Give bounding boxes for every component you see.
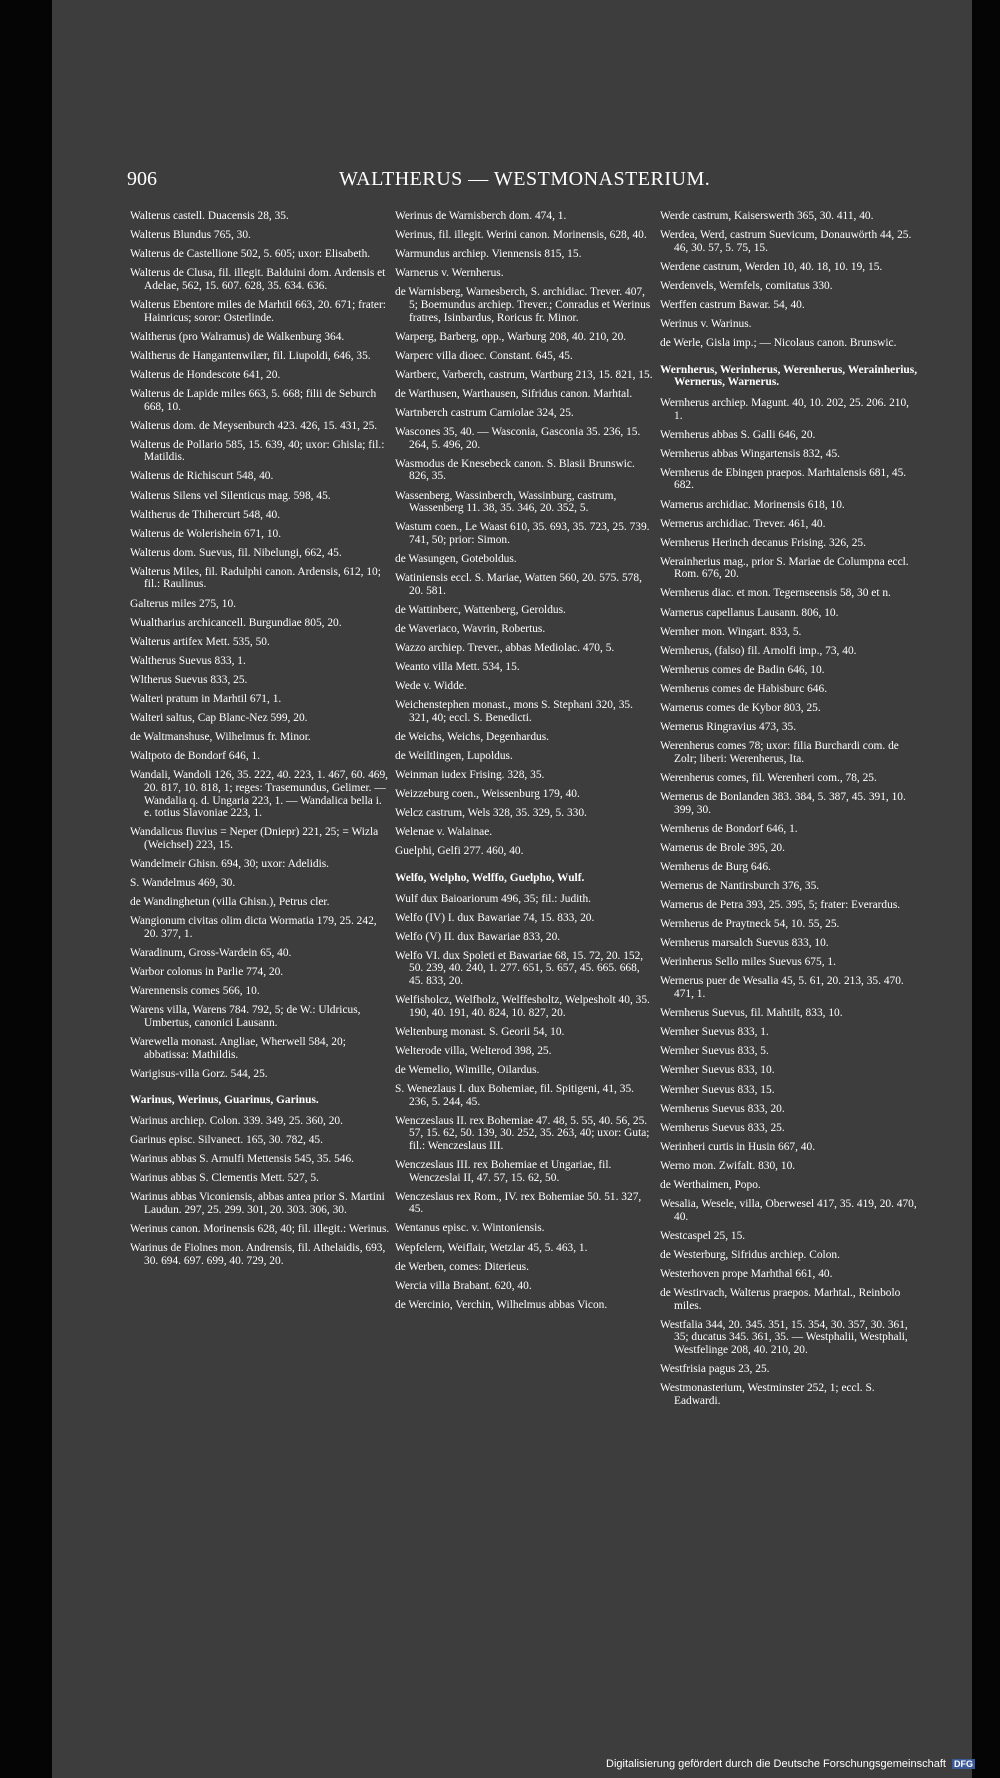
index-entry: de Werben, comes: Diterieus. [395,1260,529,1273]
index-entry: Walteri saltus, Cap Blanc-Nez 599, 20. [130,712,308,725]
index-entry: Weltenburg monast. S. Georii 54, 10. [395,1025,565,1038]
index-entry: Westfalia 344, 20. 345. 351, 15. 354, 30. 357, 30. 361, 35; ducatus 345. 361, 35. — Westphalii, Westphali, Westfelinge 208, 40. 210, 20. [660,1318,908,1356]
index-entry: Warnerus comes de Kybor 803, 25. [660,702,821,715]
running-title: WALTHERUS — WESTMONASTERIUM. [339,168,711,190]
index-entry: Werinherus Sello miles Suevus 675, 1. [660,956,836,969]
index-entry: de Wandinghetun (villa Ghisn.), Petrus cler. [130,896,330,909]
index-entry: Welfisholcz, Welfholz, Welffesholtz, Welpesholt 40, 35. 190, 40. 191, 40. 824, 10. 827, 20. [395,994,650,1019]
index-entry: Wernherus de Ebingen praepos. Marhtalensis 681, 45. 682. [660,466,907,492]
index-entry: Wernher Suevus 833, 10. [660,1064,775,1077]
index-entry: Walterus artifex Mett. 535, 50. [130,635,270,648]
index-entry: Wentanus episc. v. Wintoniensis. [395,1222,545,1235]
index-entry: Werffen castrum Bawar. 54, 40. [660,298,805,311]
index-entry: de Werle, Gisla imp.; — Nicolaus canon. Brunswic. [660,337,897,350]
index-entry: Walterus de Wolerishein 671, 10. [130,527,282,540]
index-entry: Wernherus Herinch decanus Frising. 326, 25. [660,536,866,549]
index-entry: de Waveriaco, Wavrin, Robertus. [395,622,546,635]
index-entry: Warinus de Fiolnes mon. Andrensis, fil. Athelaidis, 693, 30. 694. 697. 699, 40. 729, 20. [130,1241,386,1267]
index-entry: Wualtharius archicancell. Burgundiae 805, 20. [130,616,342,629]
index-entry: Werinheri curtis in Husin 667, 40. [660,1140,816,1153]
index-entry: Warinus abbas S. Clementis Mett. 527, 5. [130,1172,319,1185]
index-heading: Welfo, Welpho, Welffo, Guelpho, Wulf. [395,871,585,884]
index-entry: Wangionum civitas olim dicta Wormatia 179, 25. 242, 20. 377, 1. [130,915,377,940]
index-entry: Walterus Miles, fil. Radulphi canon. Ardensis, 612, 10; fil.: Raulinus. [130,565,381,591]
index-entry: Waltherus (pro Walramus) de Walkenburg 364. [130,330,345,343]
index-entry: Walterus Ebentore miles de Marhtil 663, 20. 671; frater: Hainricus; soror: Osterlinde. [130,298,386,324]
index-entry: Werinus, fil. illegit. Werini canon. Morinensis, 628, 40. [395,229,647,242]
index-entry: Warnerus de Petra 393, 25. 395, 5; frater: Everardus. [660,899,901,912]
index-entry: Westmonasterium, Westminster 252, 1; eccl. S. Eadwardi. [660,1382,875,1407]
index-entry: Walterus de Richiscurt 548, 40. [130,470,274,483]
index-entry: Wernherus, (falso) fil. Arnolfi imp., 73, 40. [660,644,857,657]
index-entry: Walterus dom. de Meysenburch 423. 426, 15. 431, 25. [130,419,378,432]
index-entry: Wernherus abbas S. Galli 646, 20. [660,428,816,441]
index-entry: Wernherus comes de Badin 646, 10. [660,663,825,676]
index-entry: Waltherus Suevus 833, 1. [130,654,246,667]
index-entry: Walterus de Clusa, fil. illegit. Balduini dom. Ardensis et Adelae, 562, 15. 607. 628, 35. 634. 636. [130,267,386,292]
index-entry: Wandelmeir Ghisn. 694, 30; uxor: Adelidis. [130,857,330,870]
digitization-note: Digitalisierung gefördert durch die Deutsche Forschungsgemeinschaft [606,1758,946,1770]
index-entry: Warewella monast. Angliae, Wherwell 584, 20; abbatissa: Mathildis. [130,1035,346,1061]
index-entry: de Wattinberc, Wattenberg, Geroldus. [395,603,566,616]
index-entry: Werainherius mag., prior S. Mariae de Columpna eccl. Rom. 676, 20. [660,555,909,581]
dfg-logo: DFG [954,1759,974,1769]
index-entry: Westfrisia pagus 23, 25. [660,1363,770,1375]
index-entry: Wernerus archidiac. Trever. 461, 40. [660,517,826,530]
index-entry: Welfo (IV) I. dux Bawariae 74, 15. 833, 20. [395,911,595,924]
index-entry: Warnerus archidiac. Morinensis 618, 10. [660,498,845,511]
index-entry: Walteri pratum in Marhtil 671, 1. [130,693,282,706]
index-entry: Wernherus de Praytneck 54, 10. 55, 25. [660,918,840,931]
index-entry: S. Wandelmus 469, 30. [130,877,236,890]
index-entry: Wascones 35, 40. — Wasconia, Gasconia 35. 236, 15. 264, 5. 496, 20. [395,426,641,451]
index-column-2 [395,210,655,1318]
index-entry: Walterus dom. Suevus, fil. Nibelungi, 662, 45. [130,546,342,559]
index-entry: Wernher mon. Wingart. 833, 5. [660,625,802,638]
index-entry: de Weiltlingen, Lupoldus. [395,749,513,762]
index-entry: Welfo VI. dux Spoleti et Bawariae 68, 15. 72, 20. 152, 50. 239, 40. 240, 1. 277. 651, 5. 657, 45. 665. 668, 45. 833, 20. [395,949,644,988]
index-entry: Watiniensis eccl. S. Mariae, Watten 560, 20. 575. 578, 20. 581. [395,571,642,597]
index-entry: Warnerus capellanus Lausann. 806, 10. [660,606,839,619]
index-entry: Werinus canon. Morinensis 628, 40; fil. illegit.: Werinus. [130,1222,390,1235]
index-entry: Wazzo archiep. Trever., abbas Mediolac. 470, 5. [395,641,615,654]
index-entry: de Warnisberg, Warnesberch, S. archidiac. Trever. 407, 5; Boemundus archiep. Trever.; Conradus et Werinus fratres, Isinbardus, Roricus fr. Minor. [395,286,651,324]
index-entry: Walterus castell. Duacensis 28, 35. [130,210,289,222]
index-entry: Wepfelern, Weiflair, Wetzlar 45, 5. 463, 1. [395,1241,588,1254]
index-entry: Welfo (V) II. dux Bawariae 833, 20. [395,930,561,943]
index-entry: Werde castrum, Kaiserswerth 365, 30. 411, 40. [660,210,874,222]
index-entry: de Westirvach, Walterus praepos. Marhtal., Reinbolo miles. [660,1287,901,1312]
index-entry: Waltherus de Hangantenwilær, fil. Liupoldi, 646, 35. [130,349,371,362]
index-heading: Warinus, Werinus, Guarinus, Garinus. [130,1094,319,1107]
index-entry: Walterus de Pollario 585, 15. 639, 40; uxor: Ghisla; fil.: Matildis. [130,438,385,464]
index-entry: Warinus abbas S. Arnulfi Mettensis 545, 35. 546. [130,1152,355,1165]
index-entry: Wernherus Suevus, fil. Mahtilt, 833, 10. [660,1007,843,1020]
index-entry: de Warthusen, Warthausen, Sifridus canon. Marhtal. [395,387,633,400]
index-entry: Werdenvels, Wernfels, comitatus 330. [660,279,833,292]
index-entry: Warperg, Barberg, opp., Warburg 208, 40. 210, 20. [395,330,627,343]
index-entry: Warinus archiep. Colon. 339. 349, 25. 360, 20. [130,1114,343,1127]
index-entry: Waltherus de Thihercurt 548, 40. [130,508,281,521]
index-entry: Wernherus Suevus 833, 25. [660,1121,785,1134]
index-entry: Walterus de Lapide miles 663, 5. 668; filii de Seburch 668, 10. [130,387,377,413]
index-entry: Welenae v. Walainae. [395,826,493,839]
index-entry: Wernherus abbas Wingartensis 832, 45. [660,447,840,460]
index-entry: Wernher Suevus 833, 15. [660,1083,775,1096]
index-column-3 [660,210,920,1414]
digitization-footer [606,1758,975,1776]
index-entry: Galterus miles 275, 10. [130,597,236,610]
index-column-1 [130,210,390,1274]
page-number: 906 [127,168,157,190]
index-entry: de Wemelio, Wimille, Oilardus. [395,1064,540,1076]
index-entry: Walterus de Castellione 502, 5. 605; uxor: Elisabeth. [130,248,371,261]
index-entry: Wasmodus de Knesebeck canon. S. Blasii Brunswic. 826, 35. [395,457,635,483]
index-entry: Wernherus Suevus 833, 20. [660,1102,785,1115]
index-entry: Wltherus Suevus 833, 25. [130,673,248,686]
index-entry: de Weichs, Weichs, Degenhardus. [395,730,550,743]
index-entry: Wernher Suevus 833, 1. [660,1026,769,1039]
index-entry: Welcz castrum, Wels 328, 35. 329, 5. 330. [395,807,587,820]
index-entry: Wernerus de Bonlanden 383. 384, 5. 387, 45. 391, 10. 399, 30. [660,791,906,816]
index-entry: Wernherus marsalch Suevus 833, 10. [660,937,829,950]
index-entry: Warnerus de Brole 395, 20. [660,841,785,854]
index-entry: Wassenberg, Wassinberch, Wassinburg, castrum, Wassenberg 11. 38, 35. 346, 20. 352, 5. [395,489,617,515]
index-entry: Welterode villa, Welterod 398, 25. [395,1044,552,1057]
index-entry: Wede v. Widde. [395,680,467,693]
index-entry: Werenherus comes, fil. Werenheri com., 78, 25. [660,771,877,784]
index-entry: Wercia villa Brabant. 620, 40. [395,1279,532,1292]
index-entry: de Wasungen, Goteboldus. [395,552,517,565]
index-entry: Wartberc, Varberch, castrum, Wartburg 213, 15. 821, 15. [395,368,653,381]
index-entry: Wenczeslaus III. rex Bohemiae et Ungariae, fil. Wenczeslai II, 47. 57, 15. 62, 50. [395,1159,612,1184]
index-entry: Werdea, Werd, castrum Suevicum, Donauwörth 44, 25. 46, 30. 57, 5. 75, 15. [660,229,912,254]
index-entry: Wartnberch castrum Carniolae 324, 25. [395,407,574,420]
index-entry: Wesalia, Wesele, villa, Oberwesel 417, 35. 419, 20. 470, 40. [660,1198,917,1223]
index-entry: Werinus de Warnisberch dom. 474, 1. [395,210,567,222]
index-entry: Warnerus v. Wernherus. [395,267,504,280]
index-entry: Wernherus de Burg 646. [660,860,771,873]
index-entry: Westerhoven prope Marhthal 661, 40. [660,1267,833,1280]
index-entry: Weichenstephen monast., mons S. Stephani 320, 35. 321, 40; eccl. S. Benedicti. [395,699,633,724]
index-entry: Warennensis comes 566, 10. [130,985,260,998]
index-entry: Wernherus comes de Habisburc 646. [660,682,828,695]
index-entry: de Westerburg, Sifridus archiep. Colon. [660,1248,840,1261]
index-entry: Westcaspel 25, 15. [660,1229,746,1242]
index-entry: Wulf dux Baioariorum 496, 35; fil.: Judith. [395,892,592,905]
document-page [52,0,972,1778]
index-entry: Walterus Silens vel Silenticus mag. 598, 45. [130,489,331,502]
index-entry: Warbor colonus in Parlie 774, 20. [130,966,284,979]
index-entry: Weanto villa Mett. 534, 15. [395,660,520,673]
index-entry: Warperc villa dioec. Constant. 645, 45. [395,349,573,362]
index-entry: Werinus v. Warinus. [660,318,752,331]
index-entry: Guelphi, Gelfi 277. 460, 40. [395,845,524,858]
index-entry: S. Wenezlaus I. dux Bohemiae, fil. Spitigeni, 41, 35. 236, 5. 244, 45. [395,1083,634,1108]
page-header [127,168,927,202]
index-entry: Weinman iudex Frising. 328, 35. [395,769,545,781]
index-entry: Wandalicus fluvius = Neper (Dniepr) 221, 25; = Wizla (Weichsel) 223, 15. [130,826,379,851]
index-entry: Wernher Suevus 833, 5. [660,1045,769,1058]
index-entry: Garinus episc. Silvanect. 165, 30. 782, 45. [130,1133,323,1146]
index-entry: Wernerus Ringravius 473, 35. [660,721,797,734]
index-entry: Waltpoto de Bondorf 646, 1. [130,750,261,763]
index-entry: Warmundus archiep. Viennensis 815, 15. [395,248,582,261]
index-entry: Walterus de Hondescote 641, 20. [130,368,281,381]
index-entry: Wernherus diac. et mon. Tegernseensis 58, 30 et n. [660,587,891,600]
index-entry: Waradinum, Gross-Wardein 65, 40. [130,946,292,959]
index-entry: Warens villa, Warens 784. 792, 5; de W.: Uldricus, Umbertus, canonici Lausann. [130,1004,361,1029]
index-entry: Wernerus de Nantirsburch 376, 35. [660,879,820,892]
index-entry: Wenczeslaus rex Rom., IV. rex Bohemiae 50. 51. 327, 45. [395,1190,642,1216]
index-entry: Wernerus puer de Wesalia 45, 5. 61, 20. 213, 35. 470. 471, 1. [660,975,904,1001]
index-entry: de Wercinio, Verchin, Wilhelmus abbas Vicon. [395,1298,608,1311]
index-entry: Warigisus-villa Gorz. 544, 25. [130,1067,268,1080]
index-entry: de Werthaimen, Popo. [660,1178,761,1191]
index-entry: Wandali, Wandoli 126, 35. 222, 40. 223, 1. 467, 60. 469, 20. 817, 10. 818, 1; reges: Trasemundus, Gelimer. — Wandalia q. d. Ungaria 223, 1. — Wandalica bella i. e. totius Slavoniae 223, 1. [130,769,389,820]
index-entry: Werno mon. Zwifalt. 830, 10. [660,1159,796,1172]
index-entry: Wernherus de Bondorf 646, 1. [660,822,798,835]
index-entry: Wastum coen., Le Waast 610, 35. 693, 35. 723, 25. 739. 741, 50; prior: Simon. [395,521,650,546]
index-entry: Wenczeslaus II. rex Bohemiae 47. 48, 5. 55, 40. 56, 25. 57, 15. 62, 50. 139, 30. 252, 35. 263, 40; uxor: Guta; fil.: Wenczeslaus III. [395,1114,650,1152]
index-heading: Wernherus, Werinherus, Werenherus, Werainherius, Wernerus, Warnerus. [660,363,918,389]
index-entry: de Waltmanshuse, Wilhelmus fr. Minor. [130,731,311,744]
index-entry: Wernherus archiep. Magunt. 40, 10. 202, 25. 206. 210, 1. [660,396,909,422]
index-entry: Weizzeburg coen., Weissenburg 179, 40. [395,788,580,801]
index-entry: Warinus abbas Viconiensis, abbas antea prior S. Martini Laudun. 297, 25. 299. 301, 20. 303. 306, 30. [130,1191,385,1216]
index-entry: Werdene castrum, Werden 10, 40. 18, 10. 19, 15. [660,260,883,273]
index-entry: Walterus Blundus 765, 30. [130,229,251,242]
index-entry: Werenherus comes 78; uxor: filia Burchardi com. de Zolr; liberi: Werenherus, Ita. [660,740,899,765]
